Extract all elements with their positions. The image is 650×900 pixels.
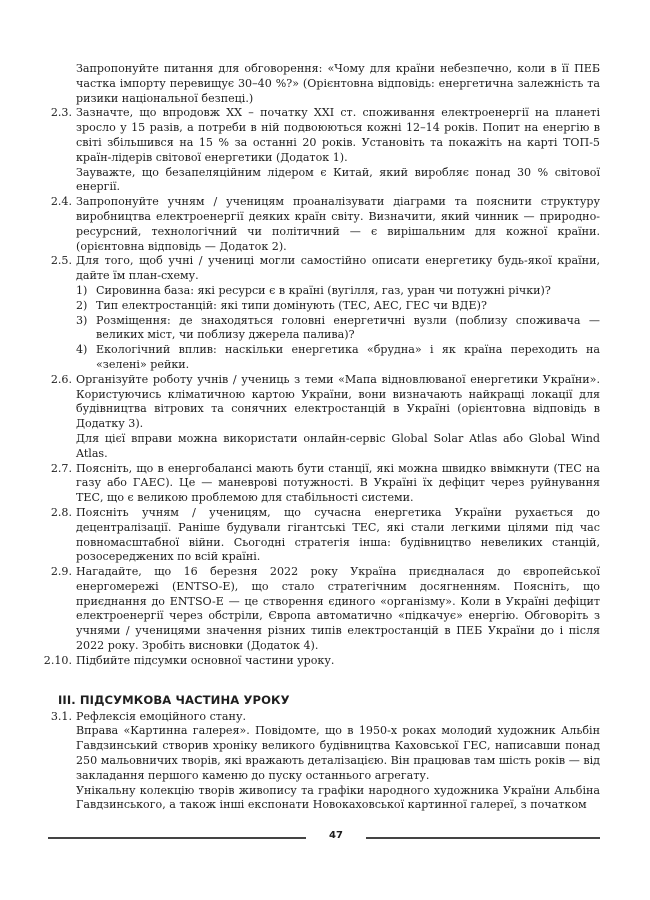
plan-step-2 (76, 299, 600, 314)
list-item-2-9 (40, 565, 600, 654)
item-number: 2.6. (50, 372, 72, 386)
plan-step-text: Розміщення: де знаходяться головні енергетичні вузли (поблизу споживача — великих міст, чи поблизу джерела палива)? (96, 313, 600, 342)
item-body (76, 654, 600, 669)
item-paragraph: Запропонуйте учням / ученицям проаналізувати діаграми та пояснити структуру виробництва електроенергії деяких країн світу. Визначити, який чинник — природно-ресурсний, технологічний чи політичний — є вирішальним для кожної країни. (орієнтовна відповідь — Додаток 2). (76, 195, 600, 253)
item-paragraph: Для цієї вправи можна використати онлайн-сервіс Global Solar Atlas або Global Wind Atlas. (76, 431, 600, 460)
item-number: 2.3. (50, 106, 72, 120)
list-item-2-4 (40, 195, 600, 254)
plan-step-3 (76, 314, 600, 344)
item-number: 2.7. (50, 461, 72, 475)
item-number: 2.10. (43, 653, 72, 667)
plan-step-4 (76, 343, 600, 373)
item-paragraph: Вправа «Картинна галерея». Повідомте, що в 1950-х роках молодий художник Альбін Гавдзинський створив хроніку великого будівництва Каховської ГЕС, написавши понад 250 мальовничих творів, які вражають деталізацією. Він працював там шість років — від закладання першого каменю до пуску останнього агрегату. (76, 724, 600, 782)
main-text (40, 62, 600, 813)
item-number: 3.1. (50, 709, 72, 723)
plan-step-number: 2) (76, 298, 88, 312)
item-body (76, 506, 600, 565)
item-number: 2.4. (50, 195, 72, 209)
item-paragraph: Поясніть учням / ученицям, що сучасна енергетика України рухається до децентралізації. Раніше будували гігантські ТЕС, які стали легкими цілями під час повномасштабної війни. Сьогодні стратегія інша: будівництво невеликих станцій, розосереджених по всій країні. (76, 505, 600, 564)
footer-rule-left (48, 837, 306, 839)
plan-step-text: Сировинна база: які ресурси є в країні (вугілля, газ, уран чи потужні річки)? (96, 283, 551, 297)
plan-step-1 (76, 284, 600, 299)
item-number: 2.8. (50, 505, 72, 519)
page-footer (40, 828, 600, 848)
lead-paragraph (40, 62, 600, 106)
list-item-2-5 (40, 254, 600, 372)
item-paragraph: Зауважте, що безапеляційним лідером є Китай, який виробляє понад 30 % світової енергії. (76, 165, 600, 194)
item-number: 2.9. (50, 565, 72, 579)
item-body (76, 254, 600, 372)
list-item-3-1 (40, 710, 600, 814)
footer-rule-right (366, 837, 600, 839)
item-paragraph: Нагадайте, що 16 березня 2022 року Україна приєдналася до європейської енергомережі (ENTSO-E), що стало стратегічним досягненням. Поясніть, що приєднання до ENTSO-E — це створення єдиного «організму». Коли в Україні дефіцит електроенергії через обстріли, Європа автоматично «підкачує» енергію. Обговоріть з учнями / ученицями значення різних типів електростанцій в ПЕБ України до і після 2022 року. Зробіть висновки (Додаток 4). (76, 565, 600, 653)
list-item-2-8 (40, 506, 600, 565)
item-body (76, 106, 600, 195)
item-body (76, 710, 600, 814)
item-paragraph: Підбийте підсумки основної частини уроку. (76, 653, 335, 667)
plan-step-number: 3) (76, 313, 88, 327)
item-paragraph: Зазначте, що впродовж XX – початку XXI ст. споживання електроенергії на планеті зросло у 15 разів, а потреби в ній подвоюються кожні 12–14 років. Попит на енергію в світі збільшився на 15 % за останні 20 років. Установіть та покажіть на карті ТОП-5 країн-лідерів світової енергетики (Додаток 1). (76, 106, 600, 164)
item-paragraph: Рефлексія емоційного стану. (76, 709, 246, 723)
item-paragraph: Організуйте роботу учнів / учениць з теми «Мапа відновлюваної енергетики України». Користуючись кліматичною картою України, вони визначають найкращі локації для будівництва вітрових та сонячних електростанцій в Україні (орієнтовна відповідь в Додатку 3). (76, 372, 600, 431)
list-item-2-10 (40, 654, 600, 669)
page-number: 47 (329, 830, 343, 841)
plan-step-text: Тип електростанцій: які типи домінують (ТЕС, АЕС, ГЕС чи ВДЕ)? (96, 298, 487, 312)
plan-step-text: Екологічний вплив: наскільки енергетика «брудна» і як країна переходить на «зелені» рейки. (96, 343, 600, 371)
item-paragraph: Для того, щоб учні / учениці могли самостійно описати енергетику будь-якої країни, дайте їм план-схему. (76, 254, 600, 283)
item-paragraph: Поясніть, що в енергобалансі мають бути станції, які можна швидко ввімкнути (ТЕС на газу або ГАЕС). Це — маневрові потужності. В Україні їх дефіцит через руйнування ТЕС, що є великою проблемою для стабільності системи. (76, 461, 600, 505)
list-item-2-6 (40, 373, 600, 462)
item-paragraph: Унікальну колекцію творів живопису та графіки народного художника України Альбіна Гавдзинського, а також інші експонати Новокаховської картинної галереї, з початком (76, 783, 600, 812)
item-body (76, 462, 600, 506)
list-item-2-3 (40, 106, 600, 195)
item-number: 2.5. (50, 254, 72, 268)
item-body (76, 195, 600, 254)
plan-step-number: 1) (76, 283, 88, 297)
item-body (76, 565, 600, 654)
item-body (76, 373, 600, 462)
plan-step-number: 4) (76, 343, 88, 357)
section-heading: ІІІ. ПІДСУМКОВА ЧАСТИНА УРОКУ (58, 692, 290, 707)
list-item-2-7 (40, 462, 600, 506)
lead-text: Запропонуйте питання для обговорення: «Чому для країни небезпечно, коли в її ПЕБ частка імпорту перевищує 30–40 %?» (Орієнтовна відповідь: енергетична залежність та ризики національної безпеці.) (76, 62, 600, 105)
